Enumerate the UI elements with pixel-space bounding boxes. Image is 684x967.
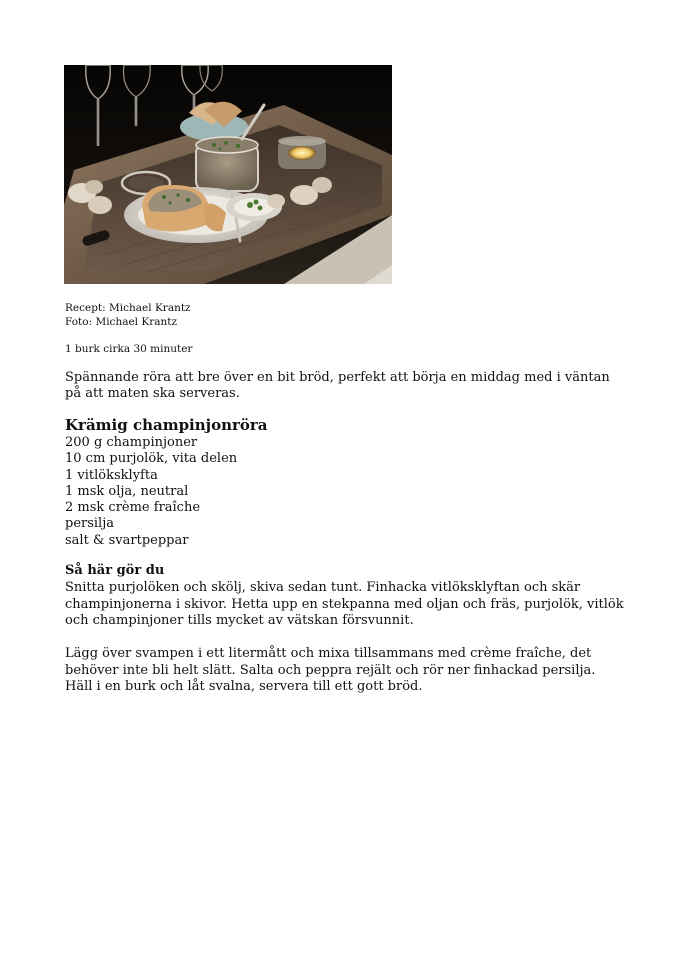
method-text — [65, 580, 625, 712]
ingredient-item: 1 msk olja, neutral — [65, 483, 189, 499]
method-paragraph: Lägg över svampen i ett litermått och mixa tillsammans med crème fraîche, det behöver inte bli helt slätt. Salta och peppra rejält och rör ner finhackad persilja. Häll i en burk och låt svalna, servera till ett gott bröd. — [65, 646, 596, 694]
ingredient-item: 200 g champinjoner — [65, 435, 198, 450]
ingredient-item: 1 vitlöksklyfta — [65, 467, 158, 483]
recipe-photo — [64, 65, 392, 284]
ingredient-list — [65, 435, 237, 549]
ingredient-item: 10 cm purjolök, vita delen — [65, 451, 238, 467]
ingredient-item: 2 msk crème fraîche — [65, 500, 201, 516]
recipe-credit: Recept: Michael Krantz — [65, 302, 191, 314]
method-paragraph: Snitta purjolöken och skölj, skiva sedan tunt. Finhacka vitlöksklyftan och skär champinjonerna i skivor. Hetta upp en stekpanna med oljan och fräs, purjolök, vitlök och champinjoner tills mycket av vätskan försvunnit. — [65, 580, 624, 628]
method-heading: Så här gör du — [65, 563, 165, 578]
ingredient-item: persilja — [65, 516, 114, 532]
photo-credit: Foto: Michael Krantz — [65, 316, 178, 328]
intro-text: Spännande röra att bre över en bit bröd, perfekt att börja en middag med i väntan på att maten ska serveras. — [65, 370, 610, 401]
yield-and-time: 1 burk cirka 30 minuter — [65, 343, 193, 355]
recipe-photo-image — [64, 65, 392, 284]
ingredient-item: salt & svartpeppar — [65, 532, 189, 548]
recipe-title: Krämig champinjonröra — [65, 416, 268, 434]
credits — [65, 301, 191, 329]
